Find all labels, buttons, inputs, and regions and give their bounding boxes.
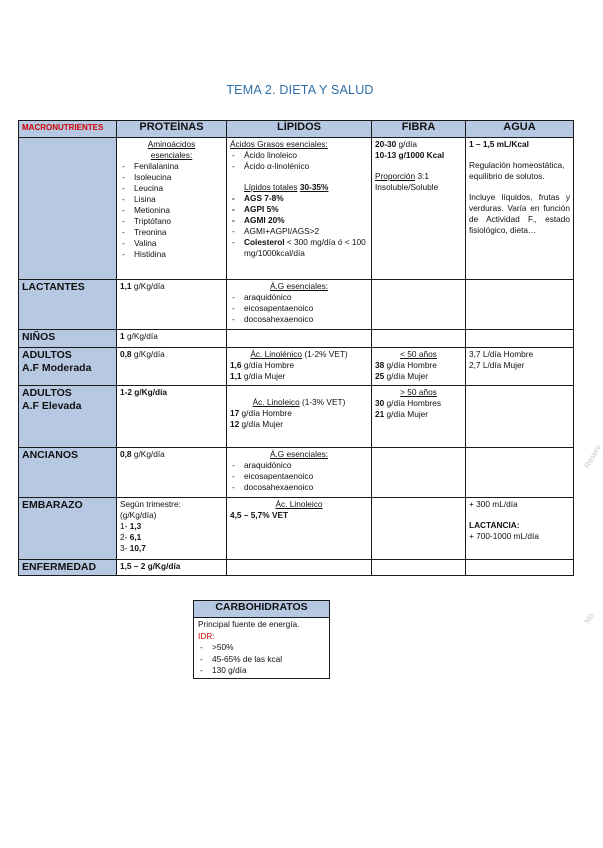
header-lipidos: LÍPIDOS [227,121,372,138]
ancianos-lipid-list [230,460,368,493]
list-item: - Histidina [120,249,223,260]
header-macronutrientes: MACRONUTRIENTES [19,121,117,138]
linolenico-title: Ác. Linolénico (1-2% VET) [250,349,348,359]
general-proteinas [117,138,227,280]
fibra-over50-title: > 50 años [400,387,437,397]
list-item: - Valina [120,238,223,249]
linoleico-title: Ác. Linoleico (1-3% VET) [252,397,346,407]
lactantes-lipidos [227,280,372,330]
embarazo-row [19,498,574,560]
ninos-agua [466,330,574,348]
carbohidratos-header: CARBOHIDRATOS [194,601,330,618]
adultos-moderada-fibra: < 50 años 38 g/día Hombre 25 g/día Mujer [372,348,466,386]
general-row [19,138,574,280]
general-agua [466,138,574,280]
list-item: - Ácido α-linolénico [230,161,368,172]
list-item: - docosahexaenoico [230,482,368,493]
list-item: - AGS 7-8% [230,193,368,204]
lactantes-lipid-list [230,292,368,325]
list-item: - docosahexaenoico [230,314,368,325]
fibra-proportion: Proporción 3:1 [375,171,429,181]
lipid-essential-list [230,150,368,172]
list-item: - eicosapentaenoico [230,303,368,314]
general-row-head [19,138,117,280]
list-item: - Lisina [120,194,223,205]
fibra-under50-title: < 50 años [400,349,437,359]
embarazo-lipid-title: Ác. Linoleico [275,499,323,509]
adultos-moderada-label: ADULTOS A.F Moderada [19,348,117,386]
side-watermark-bottom: No [582,611,596,626]
fibra-proportion-types: Insoluble/Soluble [375,182,439,192]
lipid-essential-title: Ácidos Grasos esenciales: [230,139,328,149]
ninos-label: NIÑOS [19,330,117,348]
idr-label: IDR: [198,630,215,641]
carbohidratos-list [198,642,325,677]
ancianos-row [19,448,574,498]
agua-note: Incluye líquidos, frutas y verduras. Varía en función de Actividad F., estado fisiológico, dieta… [469,192,570,235]
ninos-row [19,330,574,348]
trimester-item: 1- 1,3 [120,521,142,531]
adultos-elevada-proteinas: 1-2 g/Kg/día [117,386,227,448]
agua-regulation: Regulación homeostática, equilibrio de solutos. [469,160,565,181]
embarazo-proteinas: Según trimestre: (g/Kg/día) 1- 1,3 2- 6,1 3- 10,7 [117,498,227,560]
ninos-fibra [372,330,466,348]
trimester-item: 2- 6,1 [120,532,142,542]
list-item: - AGMI+AGPI/AGS>2 [230,226,368,237]
enfermedad-lipidos [227,560,372,576]
general-lipidos [227,138,372,280]
list-item: - eicosapentaenoico [230,471,368,482]
carbohidratos-body: Principal fuente de energía. IDR: - >50% - 45-65% de las kcal - 130 g/día [194,618,330,679]
carbohidratos-table [193,600,330,679]
lipid-total-list [230,193,368,259]
embarazo-fibra [372,498,466,560]
header-agua: AGUA [466,121,574,138]
agua-ratio: 1 – 1,5 mL/Kcal [469,139,529,149]
lactantes-fibra [372,280,466,330]
ancianos-fibra [372,448,466,498]
lactantes-agua [466,280,574,330]
fibra-range: 20-30 g/día [375,139,418,149]
adultos-elevada-agua [466,386,574,448]
enfermedad-row [19,560,574,576]
list-item: - 130 g/día [198,665,325,677]
lactantes-label: LACTANTES [19,280,117,330]
list-item: - Leucina [120,183,223,194]
nutrients-table [18,120,574,576]
page-title: TEMA 2. DIETA Y SALUD [226,83,374,97]
list-item: - >50% [198,642,325,654]
list-item: - Colesterol < 300 mg/día ó < 100 mg/1000kcal/día [230,237,368,259]
enfermedad-fibra [372,560,466,576]
embarazo-label: EMBARAZO [19,498,117,560]
header-fibra: FIBRA [372,121,466,138]
list-item: - Isoleucina [120,172,223,183]
embarazo-agua: + 300 mL/día LACTANCIA: + 700-1000 mL/día [466,498,574,560]
list-item: - AGMI 20% [230,215,368,226]
lactantes-row [19,280,574,330]
embarazo-lipidos [227,498,372,560]
list-item: - Metionina [120,205,223,216]
ninos-lipidos [227,330,372,348]
embarazo-lipid-value: 4,5 – 5,7% VET [230,510,289,520]
adultos-elevada-row [19,386,574,448]
ancianos-lipidos [227,448,372,498]
ancianos-proteinas: 0,8 g/Kg/día [117,448,227,498]
general-fibra [372,138,466,280]
lactantes-proteinas: 1,1 g/Kg/día [117,280,227,330]
adultos-moderada-proteinas: 0,8 g/Kg/día [117,348,227,386]
list-item: - AGPI 5% [230,204,368,215]
list-item: - Treonina [120,227,223,238]
adultos-elevada-fibra: > 50 años 30 g/día Hombres 21 g/día Mujer [372,386,466,448]
ancianos-lipid-title: Á.G esenciales: [269,449,329,459]
ancianos-agua [466,448,574,498]
aminoacid-list [120,161,223,260]
list-item: - 45-65% de las kcal [198,654,325,666]
adultos-elevada-label: ADULTOS A.F Elevada [19,386,117,448]
side-watermark-top: Reserv [582,443,603,470]
lactantes-lipid-title: Á.G esenciales: [269,281,329,291]
trimester-item: 3- 10,7 [120,543,146,553]
aminoacids-title: Aminoácidos esenciales: [147,139,196,160]
list-item: - Ácido linoleico [230,150,368,161]
header-row [19,121,574,138]
ninos-proteinas: 1 g/Kg/día [117,330,227,348]
list-item: - araquidónico [230,292,368,303]
enfermedad-agua [466,560,574,576]
fibra-kcal: 10-13 g/1000 Kcal [375,150,445,160]
lipid-total: Lípidos totales 30-35% [244,182,329,192]
list-item: - Fenilalanina [120,161,223,172]
adultos-elevada-lipidos: Ác. Linoleico (1-3% VET) 17 g/día Hombre 12 g/día Mujer [227,386,372,448]
adultos-moderada-lipidos: Ác. Linolénico (1-2% VET) 1,6 g/día Hombre 1,1 g/día Mujer [227,348,372,386]
ancianos-label: ANCIANOS [19,448,117,498]
list-item: - araquidónico [230,460,368,471]
list-item: - Triptófano [120,216,223,227]
adultos-moderada-agua: 3,7 L/día Hombre 2,7 L/día Mujer [466,348,574,386]
enfermedad-proteinas: 1,5 – 2 g/Kg/día [117,560,227,576]
adultos-moderada-row [19,348,574,386]
enfermedad-label: ENFERMEDAD [19,560,117,576]
header-proteinas: PROTEÍNAS [117,121,227,138]
